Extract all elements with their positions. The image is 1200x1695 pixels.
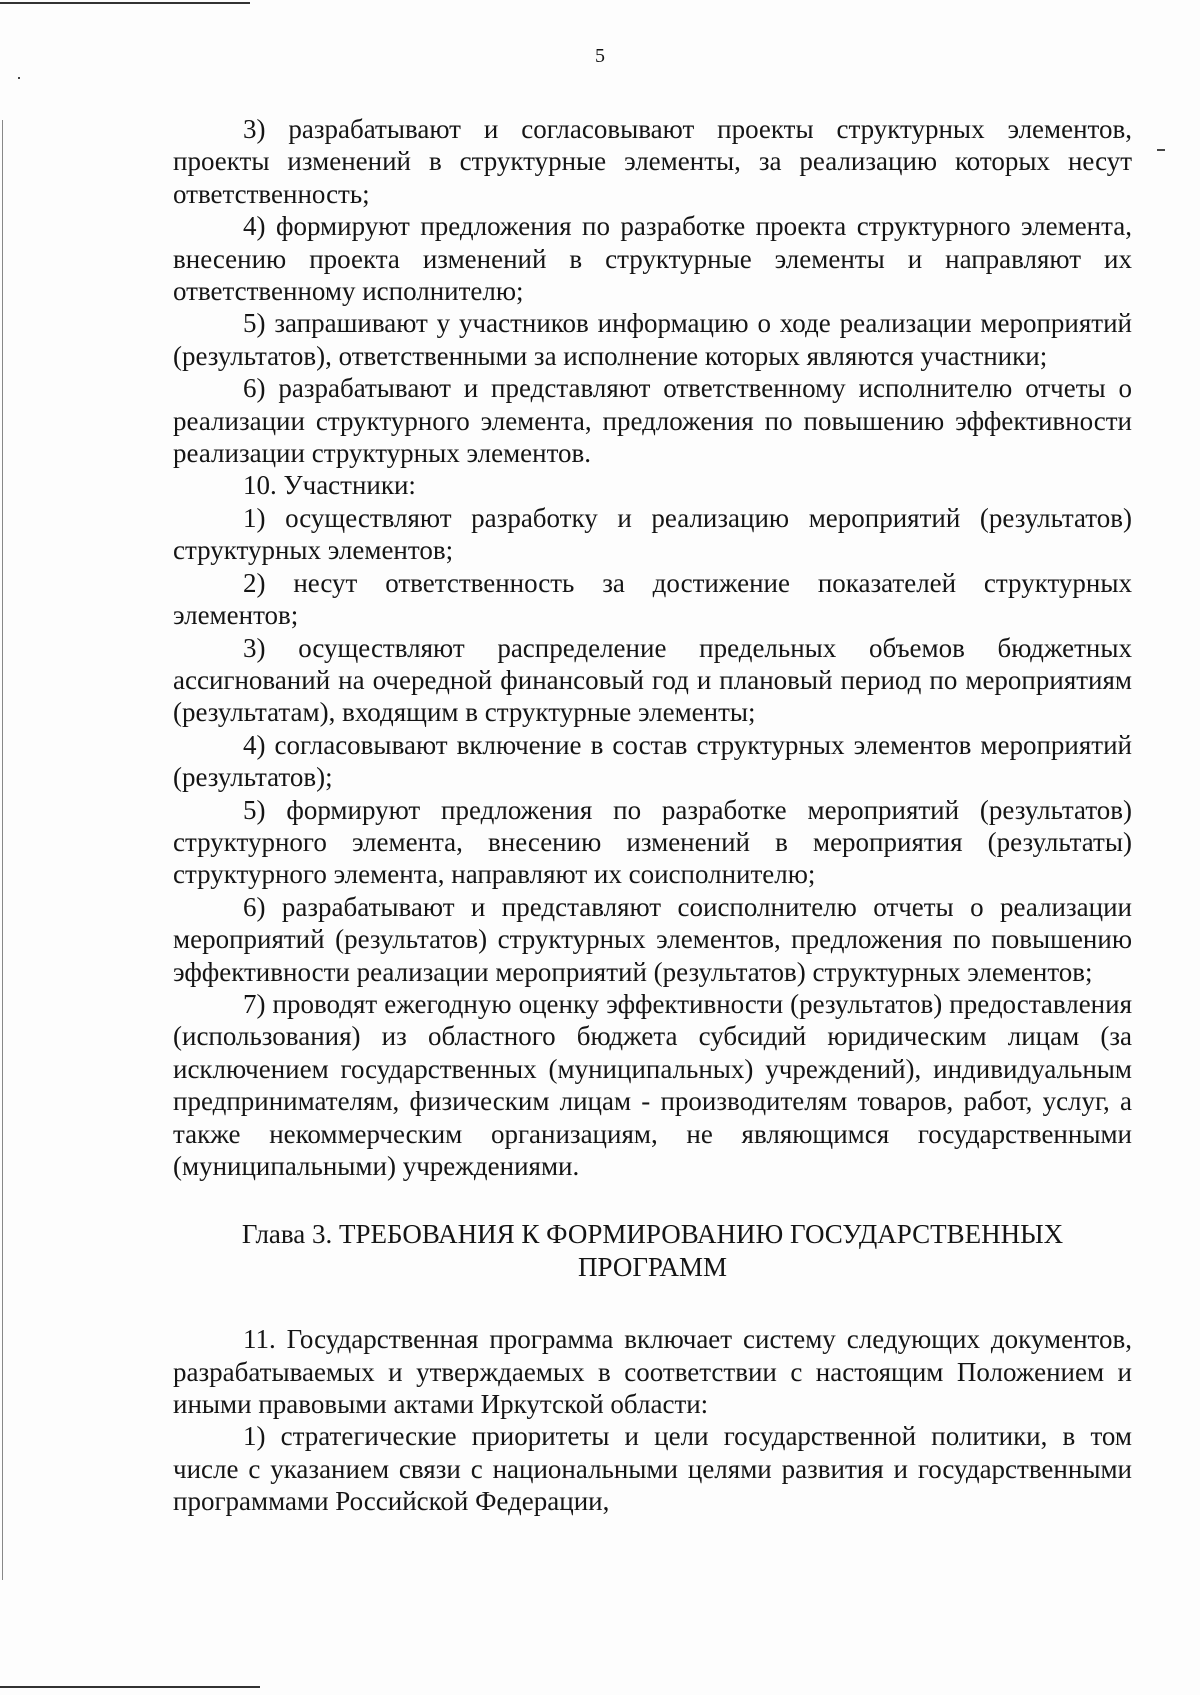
paragraph-item-1-participants: 1) осуществляют разработку и реализацию мероприятий (результатов) структурных элементов;	[173, 502, 1132, 566]
paragraph-section-11: 11. Государственная программа включает систему следующих документов, разрабатываемых и утверждаемых в соответствии с настоящим Положением и иными правовыми актами Иркутской области:	[173, 1324, 1132, 1420]
paragraph-section-10-title: 10. Участники:	[243, 470, 416, 501]
paragraph-item-7-participants: 7) проводят ежегодную оценку эффективности (результатов) предоставления (использования) из областного бюджета субсидий юридическим лицам (за исключением государственных (муниципальных) учреждений), индивидуальным предпринимателям, физическим лицам - производителям товаров, работ, услуг, а также некоммерческим организациям, не являющимся государственными (муниципальными) учреждениями.	[173, 988, 1132, 1181]
paragraph-item-6-developers: 6) разрабатывают и представляют ответственному исполнителю отчеты о реализации структурного элемента, предложения по повышению эффективности реализации структурных элементов.	[173, 373, 1132, 469]
chapter-heading-line-1: Глава 3. ТРЕБОВАНИЯ К ФОРМИРОВАНИЮ ГОСУДАРСТВЕННЫХ	[241, 1219, 1064, 1250]
paragraph-item-5-participants: 5) формируют предложения по разработке мероприятий (результатов) структурного элемента, внесению изменений в мероприятия (результаты) структурного элемента, направляют их соисполнителю;	[173, 794, 1132, 890]
paragraph-item-3-participants: 3) осуществляют распределение предельных объемов бюджетных ассигнований на очередной финансовый год и плановый период по мероприятиям (результатам), входящим в структурные элементы;	[173, 632, 1132, 728]
scan-edge-top	[0, 2, 250, 4]
paragraph-item-4-participants: 4) согласовывают включение в состав структурных элементов мероприятий (результатов);	[173, 729, 1132, 793]
chapter-3-heading	[173, 1182, 1132, 1323]
scan-dot-mark	[18, 77, 20, 79]
paragraph-item-2-participants: 2) несут ответственность за достижение показателей структурных элементов;	[173, 567, 1132, 631]
document-body	[173, 113, 1132, 1518]
paragraph-item-1-section-11: 1) стратегические приоритеты и цели государственной политики, в том числе с указанием связи с национальными целями развития и государственными программами Российской Федерации,	[173, 1421, 1132, 1517]
scan-edge-left	[2, 120, 3, 1580]
paragraph-item-3-developers: 3) разрабатывают и согласовывают проекты структурных элементов, проекты изменений в структурные элементы, за реализацию которых несут ответственность;	[173, 114, 1132, 209]
chapter-heading-line-2: ПРОГРАММ	[577, 1251, 728, 1282]
paragraph-item-6-participants: 6) разрабатывают и представляют соисполнителю отчеты о реализации мероприятий (результатов) структурных элементов, предложения по повышению эффективности реализации мероприятий (результатов) структурных элементов;	[173, 891, 1132, 987]
page-number: 5	[595, 45, 605, 67]
paragraph-item-4-developers: 4) формируют предложения по разработке проекта структурного элемента, внесению проекта изменений в структурные элементы и направляют их ответственному исполнителю;	[173, 211, 1132, 307]
scan-edge-bottom	[0, 1686, 260, 1688]
paragraph-item-5-developers: 5) запрашивают у участников информацию о ходе реализации мероприятий (результатов), ответственными за исполнение которых являются участники;	[173, 308, 1132, 371]
scan-dash-mark	[1157, 149, 1165, 151]
